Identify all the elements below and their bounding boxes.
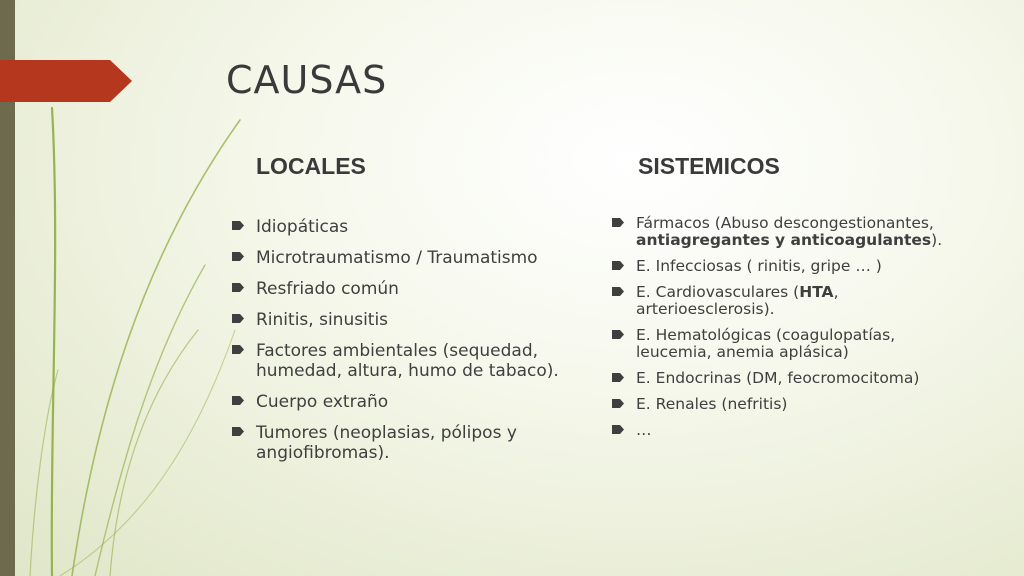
list-item-text: E. Hematológicas (coagulopatías, leucemia, anemia aplásica) xyxy=(636,326,896,361)
list-item xyxy=(232,248,582,268)
arrow-tab-bullet-icon xyxy=(232,252,244,261)
sistemicos-list xyxy=(612,215,962,448)
list-item-text: Rinitis, sinusitis xyxy=(256,310,389,330)
list-item-text: Microtraumatismo / Traumatismo xyxy=(256,248,538,268)
list-item xyxy=(232,217,582,237)
locales-heading: LOCALES xyxy=(256,153,366,179)
arrow-tab-bullet-icon xyxy=(612,287,624,296)
list-item xyxy=(612,396,962,413)
list-item xyxy=(232,341,582,381)
list-item xyxy=(612,258,962,275)
list-item-text-suffix: ). xyxy=(931,231,943,249)
list-item xyxy=(232,423,582,463)
list-item xyxy=(232,310,582,330)
list-item-bold-text: HTA xyxy=(799,283,834,301)
list-item-text: Cuerpo extraño xyxy=(256,392,389,412)
list-item xyxy=(612,284,962,318)
arrow-tab-bullet-icon xyxy=(232,345,244,354)
arrow-tab-bullet-icon xyxy=(612,425,624,434)
slide-title: CAUSAS xyxy=(226,58,388,102)
list-item-text-prefix: E. Cardiovasculares ( xyxy=(636,283,800,301)
list-item-text: E. Endocrinas (DM, feocromocitoma) xyxy=(636,369,920,387)
list-item xyxy=(612,327,962,361)
arrow-tab-bullet-icon xyxy=(612,261,624,270)
list-item-text: Tumores (neoplasias, pólipos y angiofibromas). xyxy=(256,423,517,463)
arrow-tab-bullet-icon xyxy=(232,314,244,323)
arrow-tab-bullet-icon xyxy=(232,396,244,405)
arrow-tab-bullet-icon xyxy=(612,330,624,339)
list-item-text: E. Renales (nefritis) xyxy=(636,395,788,413)
list-item-text: E. Infecciosas ( rinitis, gripe … ) xyxy=(636,257,882,275)
list-item-text: Resfriado común xyxy=(256,279,399,299)
list-item-bold-text: antiagregantes y anticoagulantes xyxy=(636,231,932,249)
list-item xyxy=(612,422,962,439)
list-item-text-suffix: , arterioesclerosis). xyxy=(636,283,839,318)
list-item-text: Factores ambientales (sequedad, humedad, altura, humo de tabaco). xyxy=(256,341,559,381)
arrow-tab-bullet-icon xyxy=(232,221,244,230)
list-item-text: … xyxy=(636,421,652,439)
sistemicos-heading: SISTEMICOS xyxy=(638,153,780,179)
arrow-tab-bullet-icon xyxy=(612,399,624,408)
list-item-text-prefix: Fármacos (Abuso descongestionantes, xyxy=(636,214,934,232)
arrow-tab-bullet-icon xyxy=(612,373,624,382)
list-item xyxy=(232,392,582,412)
arrow-tab-bullet-icon xyxy=(232,427,244,436)
arrow-tab-bullet-icon xyxy=(232,283,244,292)
list-item xyxy=(612,215,962,249)
arrow-tab-bullet-icon xyxy=(612,218,624,227)
list-item xyxy=(232,279,582,299)
title-accent-tab xyxy=(0,60,132,102)
list-item xyxy=(612,370,962,387)
list-item-text: Idiopáticas xyxy=(256,217,349,237)
locales-list xyxy=(232,217,582,474)
